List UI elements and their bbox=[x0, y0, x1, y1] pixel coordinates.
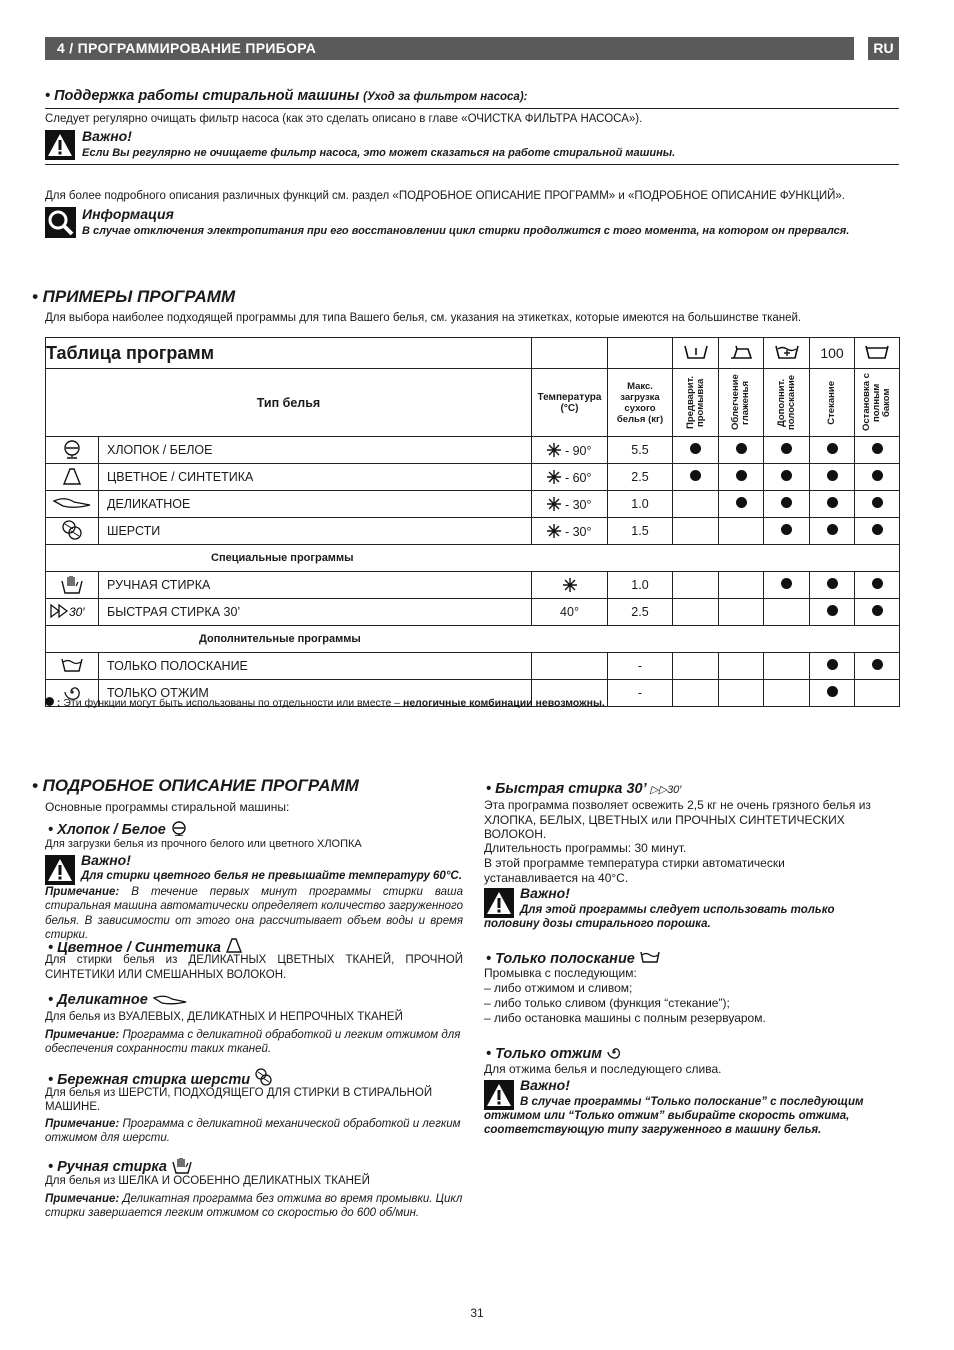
quick-warning-text: Для этой программы следует использовать только половину дозы стирального порошка. bbox=[484, 904, 835, 930]
option-cell bbox=[719, 599, 764, 626]
option-dot bbox=[827, 524, 838, 535]
synthetic-text: Для стирки белья из ДЕЛИКАТНЫХ ЦВЕТНЫХ ТКАНЕЙ, ПРОЧНОЙ СИНТЕТИКИ ИЛИ СМЕШАННЫХ ВОЛОКОН. bbox=[45, 954, 463, 981]
maintenance-title: • Поддержка работы стиральной машины (Уход за фильтром насоса): bbox=[45, 88, 528, 104]
table-title: Таблица программ bbox=[46, 338, 532, 369]
option-dot bbox=[827, 605, 838, 616]
option-cell bbox=[764, 437, 810, 464]
table-row bbox=[46, 464, 900, 491]
extra-programs-label: Дополнительные программы bbox=[199, 633, 361, 645]
program-name: БЫСТРАЯ СТИРКА 30’ bbox=[99, 599, 532, 626]
option-cell bbox=[673, 599, 719, 626]
hand-title: • Ручная стирка bbox=[48, 1156, 193, 1175]
rinse-line-3: – либо только сливом (функция “стекание”); bbox=[484, 996, 730, 1010]
maintenance-text: Следует регулярно очищать фильтр насоса (как это сделать описано в главе «ОЧИСТКА ФИЛЬТРА НАСОСА»). bbox=[45, 113, 643, 125]
option-cell bbox=[719, 680, 764, 707]
option-cell bbox=[764, 572, 810, 599]
option-cell bbox=[810, 464, 855, 491]
option-cell bbox=[719, 572, 764, 599]
delicate-icon bbox=[46, 491, 99, 518]
program-temp: - 30° bbox=[532, 491, 608, 518]
col-easy-iron: Облегчение глаженья bbox=[730, 374, 751, 431]
quick-text-1: Эта программа позволяет освежить 2,5 кг не очень грязного белья из ХЛОПКА, БЕЛЫХ, ЦВЕТНЫХ или ПРОЧНЫХ СИНТЕТИЧЕСКИХ ВОЛОКОН. bbox=[484, 798, 871, 842]
program-temp bbox=[532, 653, 608, 680]
cotton-warning-title: Важно! bbox=[81, 852, 131, 868]
quick-warning-title: Важно! bbox=[520, 885, 570, 901]
option-cell bbox=[673, 491, 719, 518]
option-dot bbox=[827, 686, 838, 697]
option-cell bbox=[719, 491, 764, 518]
spin-speed-100: 100 bbox=[810, 338, 855, 369]
option-dot bbox=[736, 443, 747, 454]
program-name: ДЕЛИКАТНОЕ bbox=[99, 491, 532, 518]
warning-text: Если Вы регулярно не очищаете фильтр насоса, это может сказаться на работе стиральной машины. bbox=[82, 147, 676, 159]
option-dot bbox=[872, 524, 883, 535]
wool-text: Для белья из ШЕРСТИ, ПОДХОДЯЩЕГО ДЛЯ СТИРКИ В СТИРАЛЬНОЙ МАШИНЕ. bbox=[45, 1087, 433, 1114]
option-cell bbox=[810, 680, 855, 707]
synthetic-title: • Цветное / Синтетика bbox=[48, 936, 243, 956]
option-cell bbox=[719, 653, 764, 680]
option-cell bbox=[810, 491, 855, 518]
warning-icon bbox=[45, 130, 75, 160]
option-dot bbox=[827, 659, 838, 670]
hand-text: Для белья из ШЕЛКА И ОСОБЕННО ДЕЛИКАТНЫХ ТКАНЕЙ bbox=[45, 1175, 370, 1187]
program-load: 1.0 bbox=[608, 572, 673, 599]
program-name: ТОЛЬКО ПОЛОСКАНИЕ bbox=[99, 653, 532, 680]
option-cell bbox=[855, 572, 900, 599]
option-cell bbox=[810, 437, 855, 464]
delicate-title: • Деликатное bbox=[48, 992, 188, 1008]
synthetic-icon bbox=[225, 936, 243, 954]
program-temp: - 90° bbox=[532, 437, 608, 464]
delicate-icon bbox=[152, 994, 188, 1006]
spin-warning-text: В случае программы “Только полоскание” с последующим отжимом или “Только отжим” выбирайте скорость отжима, соответствующую типу загруженного в машину белья. bbox=[484, 1096, 864, 1136]
details-intro: Основные программы стиральной машины: bbox=[45, 800, 290, 814]
divider bbox=[45, 108, 899, 109]
option-dot bbox=[781, 578, 792, 589]
option-cell bbox=[673, 680, 719, 707]
wool-icon bbox=[46, 518, 99, 545]
cotton-icon bbox=[46, 437, 99, 464]
option-cell bbox=[855, 518, 900, 545]
synthetic-icon bbox=[46, 464, 99, 491]
option-cell bbox=[855, 653, 900, 680]
wool-title: • Бережная стирка шерсти bbox=[48, 1067, 272, 1088]
program-load: - bbox=[608, 680, 673, 707]
table-row bbox=[46, 653, 900, 680]
program-temp: - 30° bbox=[532, 518, 608, 545]
cotton-text: Для загрузки белья из прочного белого или цветного ХЛОПКА bbox=[45, 838, 362, 850]
option-cell bbox=[810, 518, 855, 545]
col-load: Макс. загрузка сухого белья (кг) bbox=[608, 369, 673, 437]
cotton-title: • Хлопок / Белое bbox=[48, 820, 188, 838]
col-temp: Температура (°C) bbox=[532, 369, 608, 437]
warning-title: Важно! bbox=[82, 128, 132, 144]
option-dot bbox=[690, 470, 701, 481]
col-full-tank: Остановка с полным баком bbox=[861, 373, 892, 432]
program-load: - bbox=[608, 653, 673, 680]
option-dot bbox=[872, 497, 883, 508]
program-load: 2.5 bbox=[608, 599, 673, 626]
info-title: Информация bbox=[82, 206, 174, 222]
option-cell bbox=[855, 680, 900, 707]
option-dot bbox=[872, 659, 883, 670]
more-info-text: Для более подробного описания различных функций см. раздел «ПОДРОБНОЕ ОПИСАНИЕ ПРОГРАММ» и «ПОДРОБНОЕ ОПИСАНИЕ ФУНКЦИЙ». bbox=[45, 190, 845, 202]
option-cell bbox=[855, 464, 900, 491]
option-dot bbox=[736, 497, 747, 508]
option-cell bbox=[673, 464, 719, 491]
hand-note: Примечание: Деликатная программа без отжима во время промывки. Цикл стирки завершается легким отжимом со скоростью до 600 об/мин. bbox=[45, 1193, 463, 1220]
program-temp: 40° bbox=[532, 599, 608, 626]
details-title: • ПОДРОБНОЕ ОПИСАНИЕ ПРОГРАММ bbox=[32, 776, 359, 795]
handwash-icon bbox=[171, 1156, 193, 1174]
option-cell bbox=[764, 599, 810, 626]
col-prewash: Предварит. промывка bbox=[684, 375, 706, 430]
spin-icon bbox=[606, 1044, 622, 1060]
option-dot bbox=[872, 443, 883, 454]
table-row bbox=[46, 572, 900, 599]
program-name: ШЕРСТИ bbox=[99, 518, 532, 545]
option-cell bbox=[719, 518, 764, 545]
cotton-warning-text: Для стирки цветного белья не превышайте температуру 60°C. bbox=[81, 870, 462, 882]
program-name: ТОЛЬКО ОТЖИМ bbox=[99, 680, 532, 707]
option-dot bbox=[781, 443, 792, 454]
cotton-icon bbox=[170, 820, 188, 836]
table-row bbox=[46, 518, 900, 545]
option-cell bbox=[810, 572, 855, 599]
special-programs-label: Специальные программы bbox=[211, 552, 354, 564]
cotton-note: Примечание: В течение первых минут программы стирки ваша стиральная машина автоматически определяет количество загруженного белья. В зависимости от этого она рассчитывает объем воды и время стирки. bbox=[45, 886, 463, 941]
option-dot bbox=[827, 443, 838, 454]
rinse-icon bbox=[639, 950, 661, 964]
iron-icon bbox=[719, 338, 764, 369]
option-cell bbox=[764, 464, 810, 491]
spin-warning-title: Важно! bbox=[520, 1077, 570, 1093]
quick-title: • Быстрая стирка 30’ ▷▷30′ bbox=[486, 781, 682, 797]
program-name: ХЛОПОК / БЕЛОЕ bbox=[99, 437, 532, 464]
quick30-icon bbox=[46, 599, 99, 626]
delicate-note: Примечание: Программа с деликатной обработкой и легким отжимом для обеспечения сохранности таких тканей. bbox=[45, 1029, 461, 1056]
examples-title: • ПРИМЕРЫ ПРОГРАММ bbox=[32, 287, 236, 306]
option-cell bbox=[673, 572, 719, 599]
option-cell bbox=[764, 518, 810, 545]
svg-text:30′: 30′ bbox=[69, 604, 85, 619]
full-tank-icon bbox=[855, 338, 900, 369]
section-header: 4 / ПРОГРАММИРОВАНИЕ ПРИБОРА bbox=[45, 37, 854, 60]
rinse-icon bbox=[46, 653, 99, 680]
rinse-title: • Только полоскание bbox=[486, 950, 661, 967]
quick30-icon: ▷▷30′ bbox=[650, 784, 682, 796]
option-cell bbox=[673, 437, 719, 464]
delicate-text: Для белья из ВУАЛЕВЫХ, ДЕЛИКАТНЫХ И НЕПРОЧНЫХ ТКАНЕЙ bbox=[45, 1011, 403, 1023]
snowflake-icon bbox=[547, 497, 561, 511]
option-cell bbox=[764, 491, 810, 518]
program-temp: - 60° bbox=[532, 464, 608, 491]
option-cell bbox=[810, 599, 855, 626]
option-cell bbox=[855, 491, 900, 518]
option-cell bbox=[764, 653, 810, 680]
col-extra-rinse: Дополнит. полоскание bbox=[775, 374, 797, 431]
language-badge: RU bbox=[868, 37, 899, 60]
spin-title: • Только отжим bbox=[486, 1044, 622, 1062]
table-row bbox=[46, 491, 900, 518]
option-cell bbox=[673, 518, 719, 545]
wool-icon bbox=[254, 1067, 272, 1087]
program-name: ЦВЕТНОЕ / СИНТЕТИКА bbox=[99, 464, 532, 491]
extra-rinse-icon bbox=[764, 338, 810, 369]
option-cell bbox=[719, 464, 764, 491]
option-dot bbox=[781, 524, 792, 535]
table-row bbox=[46, 437, 900, 464]
col-drain: Стекание bbox=[826, 380, 837, 425]
option-dot bbox=[872, 578, 883, 589]
quick-text-2: Длительность программы: 30 минут. bbox=[484, 841, 687, 855]
program-table bbox=[45, 337, 900, 707]
option-cell bbox=[719, 437, 764, 464]
rinse-line-4: – либо остановка машины с полным резервуаром. bbox=[484, 1011, 766, 1025]
quick-text-3: В этой программе температура стирки автоматически устанавливается на 40°C. bbox=[484, 856, 785, 885]
divider bbox=[45, 164, 899, 165]
snowflake-icon bbox=[547, 443, 561, 457]
spin-text: Для отжима белья и последующего слива. bbox=[484, 1062, 722, 1076]
wool-note: Примечание: Программа с деликатной механической обработкой и легким отжимом для шерсти. bbox=[45, 1118, 461, 1145]
program-load: 1.0 bbox=[608, 491, 673, 518]
option-cell bbox=[673, 653, 719, 680]
option-cell bbox=[764, 680, 810, 707]
program-load: 2.5 bbox=[608, 464, 673, 491]
program-load: 5.5 bbox=[608, 437, 673, 464]
option-cell bbox=[855, 599, 900, 626]
info-icon bbox=[45, 207, 76, 243]
option-dot bbox=[827, 470, 838, 481]
table-row bbox=[46, 599, 900, 626]
snowflake-icon bbox=[547, 470, 561, 484]
option-dot bbox=[872, 605, 883, 616]
page-number: 31 bbox=[470, 1306, 484, 1320]
option-dot bbox=[736, 470, 747, 481]
program-load: 1.5 bbox=[608, 518, 673, 545]
bullet-dot-icon bbox=[45, 697, 54, 706]
rinse-line-2: – либо отжимом и сливом; bbox=[484, 981, 633, 995]
handwash-icon bbox=[46, 572, 99, 599]
col-type: Тип белья bbox=[46, 369, 532, 437]
option-cell bbox=[810, 653, 855, 680]
option-dot bbox=[872, 470, 883, 481]
prewash-icon bbox=[673, 338, 719, 369]
option-cell bbox=[855, 437, 900, 464]
rinse-line-1: Промывка с последующим: bbox=[484, 966, 637, 980]
snowflake-icon bbox=[563, 578, 577, 592]
program-temp bbox=[532, 572, 608, 599]
option-dot bbox=[690, 443, 701, 454]
option-dot bbox=[827, 497, 838, 508]
option-dot bbox=[827, 578, 838, 589]
info-text: В случае отключения электропитания при его восстановлении цикл стирки продолжится с того момента, на котором он прервался. bbox=[82, 225, 850, 237]
snowflake-icon bbox=[547, 524, 561, 538]
option-dot bbox=[781, 470, 792, 481]
table-note: : Эти функции могут быть использованы по отдельности или вместе – нелогичные комбинации невозможны. bbox=[45, 697, 605, 709]
examples-text: Для выбора наиболее подходящей программы для типа Вашего белья, см. указания на этикетках, которые имеются на большинстве тканей. bbox=[45, 312, 802, 324]
option-dot bbox=[781, 497, 792, 508]
program-name: РУЧНАЯ СТИРКА bbox=[99, 572, 532, 599]
